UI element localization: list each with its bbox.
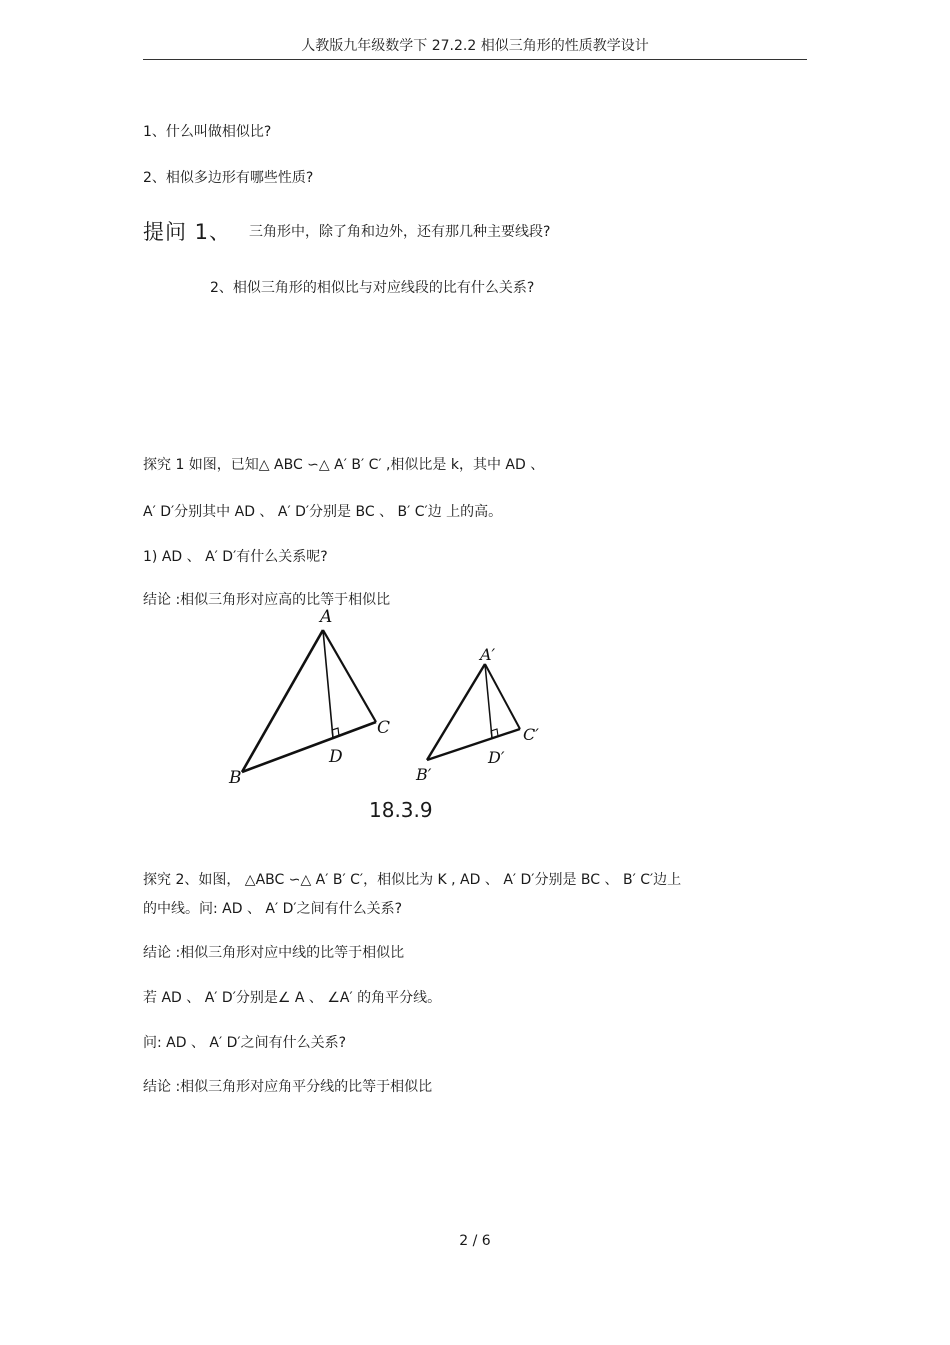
label-b-prime: B′ [416,765,432,784]
explore2-conclusion: 结论 :相似三角形对应中线的比等于相似比 [143,945,405,961]
similar-triangles-figure [220,600,560,800]
triangle-abc-prime [427,664,520,760]
header-divider [143,59,807,60]
question-heading [143,218,550,249]
review-question-2: 2、相似多边形有哪些性质? [143,170,314,186]
page-number: 2 / 6 [459,1233,491,1249]
label-a-prime: A′ [480,645,496,664]
side-bc-prime [427,729,520,760]
explore1-line3: 1) AD 、 A′ D′有什么关系呢? [143,549,328,565]
explore3-conclusion: 结论 :相似三角形对应角平分线的比等于相似比 [143,1079,433,1095]
explore1-conclusion: 结论 :相似三角形对应高的比等于相似比 [143,592,391,608]
explore3-line2: 问: AD 、 A′ D′之间有什么关系? [143,1035,347,1051]
label-d-prime: D′ [488,748,505,767]
triangle-abc [242,630,376,772]
figure-caption: 18.3.9 [369,798,433,822]
question-label: 提问 1、 [143,220,232,244]
side-ab [242,630,323,772]
explore2-line2: 的中线。问: AD 、 A′ D′之间有什么关系? [143,901,403,917]
label-b: B [229,768,242,788]
page-header: 人教版九年级数学下 27.2.2 相似三角形的性质教学设计 [301,38,649,54]
label-d: D [329,747,343,767]
side-bc [242,722,376,772]
label-a: A [320,607,333,627]
question-2-text: 2、相似三角形的相似比与对应线段的比有什么关系? [210,280,535,296]
explore1-line2: A′ D′分别其中 AD 、 A′ D′分别是 BC 、 B′ C′边 上的高。 [143,504,503,520]
label-c: C [377,718,391,738]
question-1-text: 三角形中，除了角和边外，还有那几种主要线段? [249,224,551,240]
explore1-line1: 探究 1 如图，已知△ ABC ∽△ A′ B′ C′ ,相似比是 k，其中 AD 、 [143,457,545,473]
explore2-line1: 探究 2、如图， △ABC ∽△ A′ B′ C′，相似比为 K , AD 、 A′ D′分别是 BC 、 B′ C′边上 [143,872,682,888]
side-ab-prime [427,664,485,760]
review-question-1: 1、什么叫做相似比? [143,124,272,140]
explore3-line1: 若 AD 、 A′ D′分别是∠ A 、 ∠A′ 的角平分线。 [143,990,442,1006]
label-c-prime: C′ [523,725,539,744]
